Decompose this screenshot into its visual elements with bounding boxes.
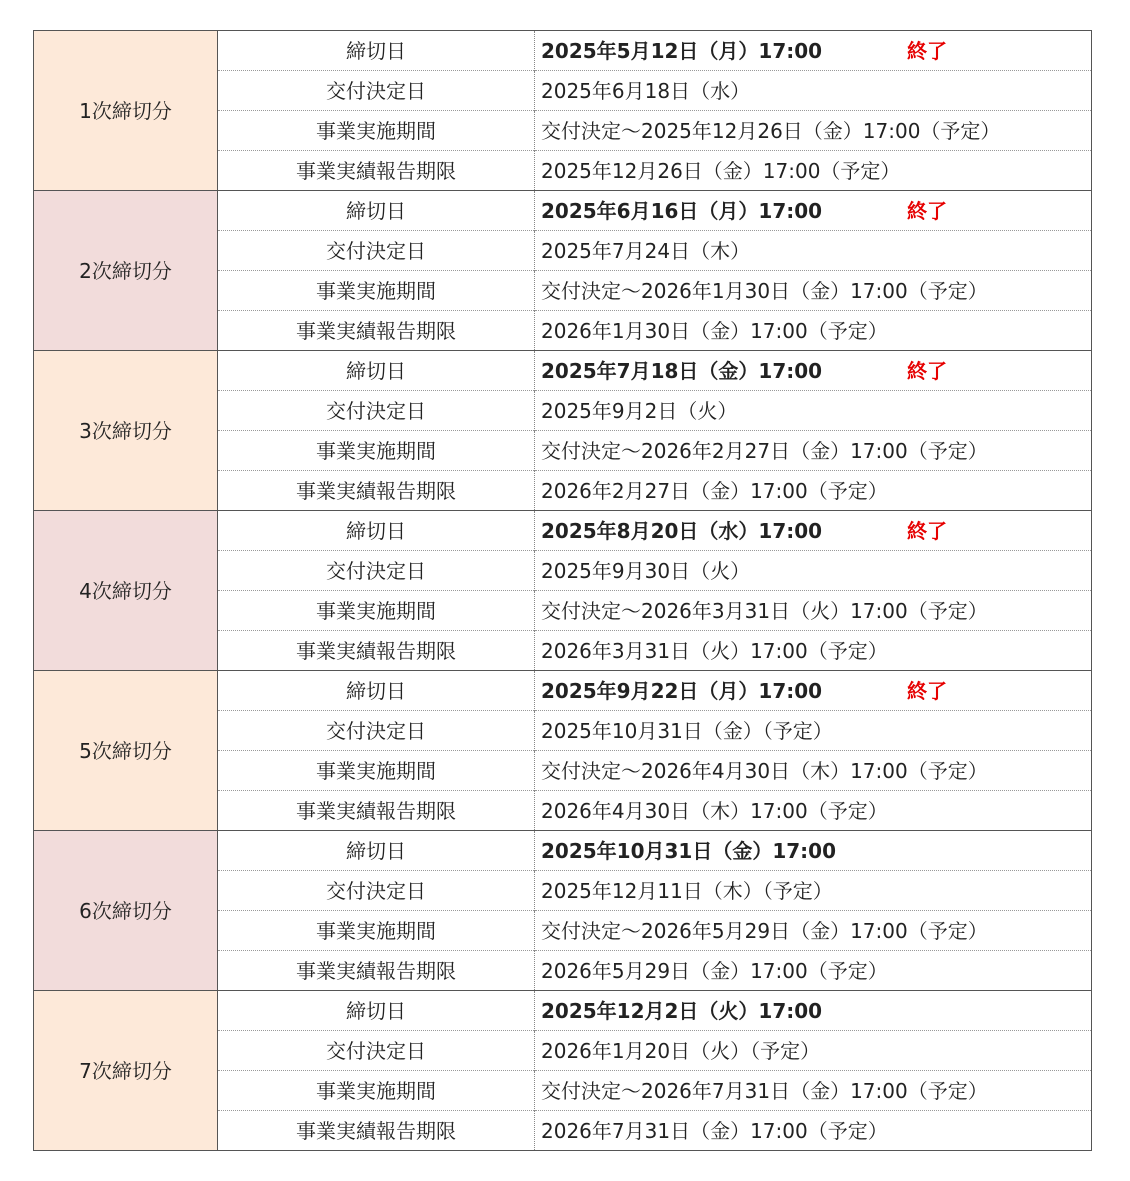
report-deadline-value: 2025年12月26日（金）17:00（予定）: [535, 151, 1092, 191]
item-label: 事業実施期間: [218, 111, 535, 151]
item-label: 事業実施期間: [218, 911, 535, 951]
table-row: [34, 351, 1092, 391]
deadline-cell: [535, 991, 1092, 1031]
grant-decision-value: 2025年12月11日（木）（予定）: [535, 871, 1092, 911]
item-label: 事業実績報告期限: [218, 791, 535, 831]
schedule-body: [34, 31, 1092, 1151]
report-deadline-value: 2026年7月31日（金）17:00（予定）: [535, 1111, 1092, 1151]
status-badge: 終了: [907, 198, 947, 223]
report-deadline-value: 2026年2月27日（金）17:00（予定）: [535, 471, 1092, 511]
item-label: 交付決定日: [218, 551, 535, 591]
item-label: 交付決定日: [218, 71, 535, 111]
grant-decision-value: 2025年6月18日（水）: [535, 71, 1092, 111]
implementation-period-value: 交付決定～2026年1月30日（金）17:00（予定）: [535, 271, 1092, 311]
report-deadline-value: 2026年4月30日（木）17:00（予定）: [535, 791, 1092, 831]
item-label: 交付決定日: [218, 1031, 535, 1071]
round-label: 4次締切分: [34, 511, 218, 671]
item-label: 締切日: [218, 351, 535, 391]
item-label: 締切日: [218, 31, 535, 71]
implementation-period-value: 交付決定～2026年7月31日（金）17:00（予定）: [535, 1071, 1092, 1111]
deadline-cell: [535, 831, 1092, 871]
deadline-value: 2025年6月16日（月）17:00: [541, 198, 823, 223]
item-label: 締切日: [218, 511, 535, 551]
item-label: 交付決定日: [218, 871, 535, 911]
item-label: 締切日: [218, 191, 535, 231]
implementation-period-value: 交付決定～2026年3月31日（火）17:00（予定）: [535, 591, 1092, 631]
item-label: 事業実施期間: [218, 431, 535, 471]
grant-decision-value: 2026年1月20日（火）（予定）: [535, 1031, 1092, 1071]
schedule-table: [33, 30, 1092, 1151]
deadline-value: 2025年7月18日（金）17:00: [541, 358, 823, 383]
item-label: 事業実施期間: [218, 271, 535, 311]
item-label: 交付決定日: [218, 711, 535, 751]
table-row: [34, 991, 1092, 1031]
grant-decision-value: 2025年9月2日（火）: [535, 391, 1092, 431]
table-row: [34, 671, 1092, 711]
item-label: 交付決定日: [218, 231, 535, 271]
table-row: [34, 31, 1092, 71]
item-label: 事業実績報告期限: [218, 631, 535, 671]
table-row: [34, 191, 1092, 231]
item-label: 事業実施期間: [218, 751, 535, 791]
implementation-period-value: 交付決定～2026年2月27日（金）17:00（予定）: [535, 431, 1092, 471]
round-label: 6次締切分: [34, 831, 218, 991]
round-label: 5次締切分: [34, 671, 218, 831]
round-label: 7次締切分: [34, 991, 218, 1151]
item-label: 締切日: [218, 671, 535, 711]
deadline-value: 2025年12月2日（火）17:00: [541, 998, 823, 1023]
implementation-period-value: 交付決定～2026年5月29日（金）17:00（予定）: [535, 911, 1092, 951]
item-label: 交付決定日: [218, 391, 535, 431]
report-deadline-value: 2026年5月29日（金）17:00（予定）: [535, 951, 1092, 991]
deadline-cell: [535, 31, 1092, 71]
report-deadline-value: 2026年3月31日（火）17:00（予定）: [535, 631, 1092, 671]
deadline-cell: [535, 191, 1092, 231]
item-label: 事業実績報告期限: [218, 1111, 535, 1151]
grant-decision-value: 2025年9月30日（火）: [535, 551, 1092, 591]
item-label: 事業実施期間: [218, 1071, 535, 1111]
item-label: 締切日: [218, 991, 535, 1031]
deadline-cell: [535, 671, 1092, 711]
status-badge: 終了: [907, 518, 947, 543]
item-label: 事業実績報告期限: [218, 151, 535, 191]
item-label: 締切日: [218, 831, 535, 871]
implementation-period-value: 交付決定～2025年12月26日（金）17:00（予定）: [535, 111, 1092, 151]
item-label: 事業実績報告期限: [218, 311, 535, 351]
status-badge: 終了: [907, 358, 947, 383]
deadline-value: 2025年10月31日（金）17:00: [541, 838, 836, 863]
deadline-value: 2025年5月12日（月）17:00: [541, 38, 823, 63]
item-label: 事業実績報告期限: [218, 471, 535, 511]
grant-decision-value: 2025年7月24日（木）: [535, 231, 1092, 271]
grant-decision-value: 2025年10月31日（金）（予定）: [535, 711, 1092, 751]
round-label: 2次締切分: [34, 191, 218, 351]
deadline-cell: [535, 351, 1092, 391]
item-label: 事業実施期間: [218, 591, 535, 631]
round-label: 1次締切分: [34, 31, 218, 191]
table-row: [34, 831, 1092, 871]
deadline-cell: [535, 511, 1092, 551]
status-badge: 終了: [907, 38, 947, 63]
implementation-period-value: 交付決定～2026年4月30日（木）17:00（予定）: [535, 751, 1092, 791]
report-deadline-value: 2026年1月30日（金）17:00（予定）: [535, 311, 1092, 351]
table-row: [34, 511, 1092, 551]
round-label: 3次締切分: [34, 351, 218, 511]
deadline-value: 2025年9月22日（月）17:00: [541, 678, 823, 703]
item-label: 事業実績報告期限: [218, 951, 535, 991]
deadline-value: 2025年8月20日（水）17:00: [541, 518, 823, 543]
status-badge: 終了: [907, 678, 947, 703]
